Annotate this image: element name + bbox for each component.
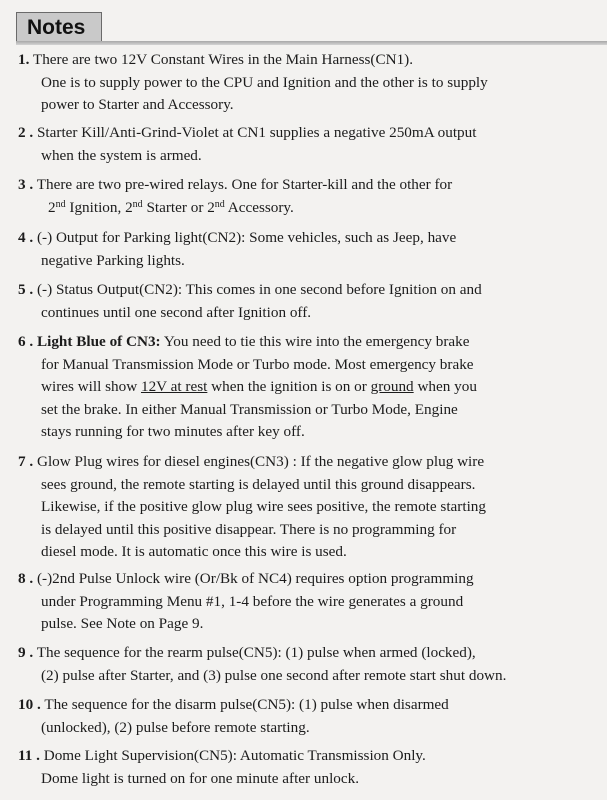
- note-number: 9 .: [18, 644, 34, 661]
- note-6: [18, 331, 598, 444]
- note-text: for Manual Transmission Mode or Turbo mode. Most emergency brake: [41, 355, 474, 373]
- header-rule: [16, 41, 607, 45]
- note-text: (-) Status Output(CN2): This comes in one second before Ignition on and: [36, 281, 482, 298]
- note-9: [18, 642, 598, 687]
- note-text: (unlocked), (2) pulse before remote starting.: [41, 718, 310, 736]
- note-text: diesel mode. It is automatic once this wire is used.: [41, 543, 347, 560]
- note-text: power to Starter and Accessory.: [41, 96, 234, 113]
- note-text: (2) pulse after Starter, and (3) pulse one second after remote start shut down.: [41, 666, 507, 684]
- note-text: There are two pre-wired relays. One for Starter-kill and the other for: [36, 176, 453, 193]
- note-text: Dome Light Supervision(CN5): Automatic Transmission Only.: [43, 747, 426, 764]
- note-11: [18, 745, 598, 790]
- note-4: [18, 227, 598, 272]
- note-number: 7 .: [18, 453, 34, 470]
- note-8: [18, 568, 598, 636]
- note-text: under Programming Menu #1, 1-4 before the wire generates a ground: [41, 592, 464, 610]
- note-text: Starter Kill/Anti-Grind-Violet at CN1 supplies a negative 250mA output: [36, 124, 477, 141]
- note-text: Likewise, if the positive glow plug wire sees positive, the remote starting: [41, 498, 486, 515]
- note-bold-label: Light Blue of CN3:: [36, 333, 161, 350]
- note-number: 3 .: [18, 176, 34, 193]
- note-text: (-) Output for Parking light(CN2): Some vehicles, such as Jeep, have: [36, 229, 457, 246]
- note-text: stays running for two minutes after key off.: [41, 423, 305, 440]
- note-text: set the brake. In either Manual Transmission or Turbo Mode, Engine: [41, 400, 458, 418]
- note-text: (-)2nd Pulse Unlock wire (Or/Bk of NC4) requires option programming: [36, 570, 474, 587]
- note-10: [18, 694, 598, 739]
- note-5: [18, 279, 598, 324]
- note-text: You need to tie this wire into the emergency brake: [160, 333, 470, 350]
- note-text: is delayed until this positive disappear. There is no programming for: [41, 520, 457, 538]
- note-2: [18, 122, 598, 167]
- note-1: [18, 49, 598, 117]
- note-number: 2 .: [18, 124, 34, 141]
- note-text: sees ground, the remote starting is delayed until this ground disappears.: [41, 475, 476, 493]
- note-7: [18, 451, 598, 564]
- note-text: There are two 12V Constant Wires in the Main Harness(CN1).: [32, 51, 414, 68]
- note-text: negative Parking lights.: [41, 251, 185, 269]
- note-text: 2nd Ignition, 2nd Starter or 2nd Accessory.: [48, 198, 294, 216]
- note-text: Dome light is turned on for one minute after unlock.: [41, 769, 360, 787]
- note-3: [18, 174, 598, 219]
- note-text: pulse. See Note on Page 9.: [41, 615, 204, 632]
- note-text: wires will show 12V at rest when the ignition is on or ground when you: [41, 378, 477, 395]
- notes-header: Notes: [16, 12, 102, 42]
- note-number: 6 .: [18, 333, 34, 350]
- note-text: The sequence for the disarm pulse(CN5): (1) pulse when disarmed: [44, 696, 449, 713]
- note-number: 10 .: [18, 696, 41, 713]
- note-number: 1.: [18, 51, 30, 68]
- note-text: One is to supply power to the CPU and Ignition and the other is to supply: [41, 73, 488, 91]
- note-text: The sequence for the rearm pulse(CN5): (1) pulse when armed (locked),: [36, 644, 476, 661]
- note-number: 4 .: [18, 229, 34, 246]
- note-text: continues until one second after Ignition off.: [41, 303, 312, 321]
- note-text: when the system is armed.: [41, 146, 202, 164]
- note-number: 5 .: [18, 281, 34, 298]
- note-number: 8 .: [18, 570, 34, 587]
- note-number: 11 .: [18, 747, 40, 764]
- note-text: Glow Plug wires for diesel engines(CN3) : If the negative glow plug wire: [36, 453, 485, 470]
